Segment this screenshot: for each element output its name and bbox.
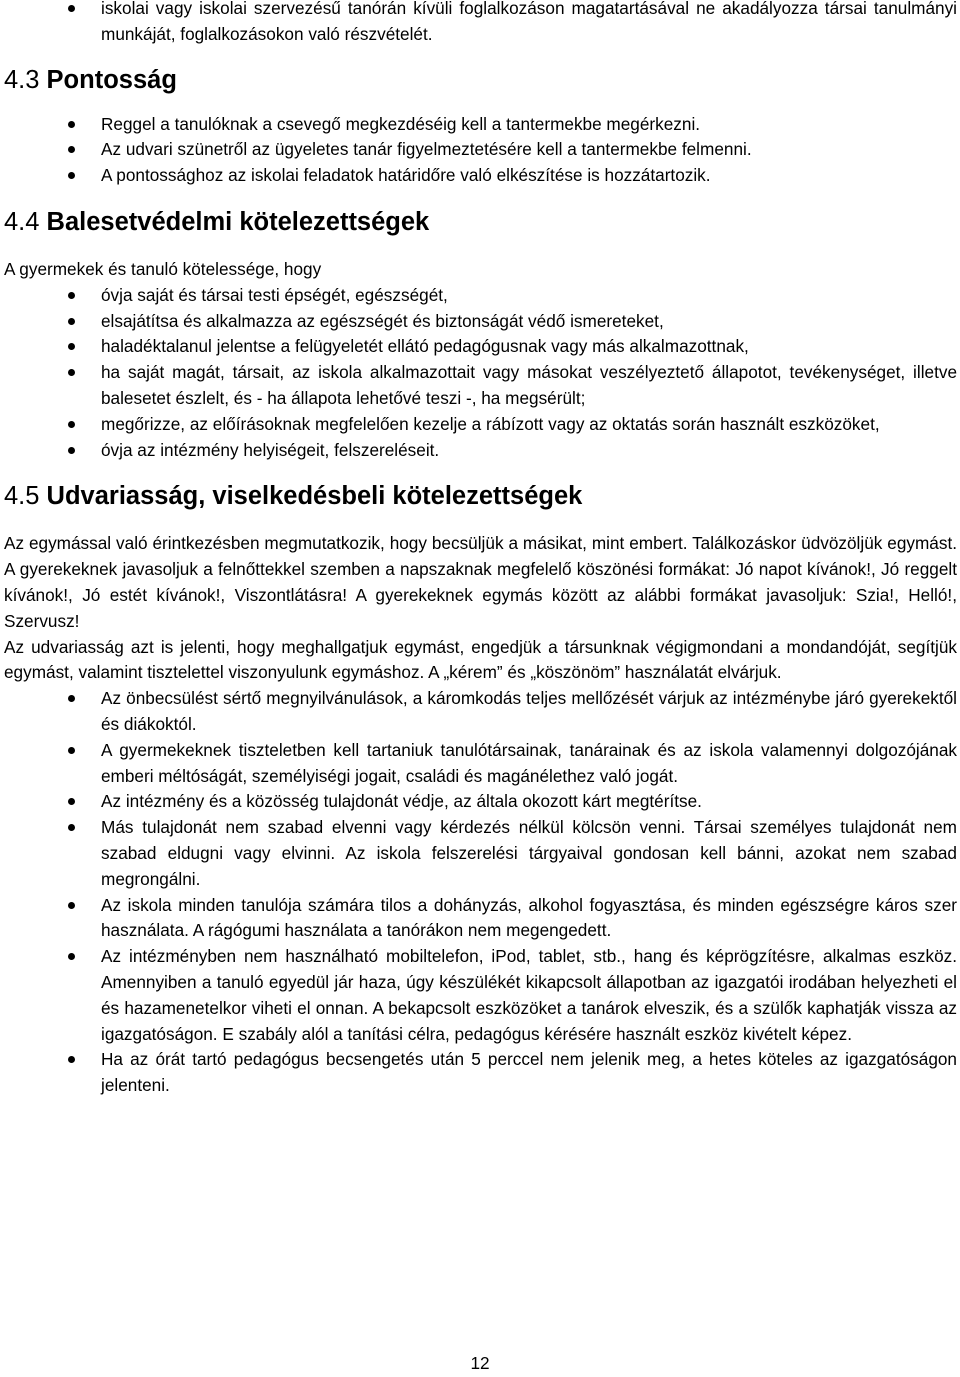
bullet-icon xyxy=(68,318,75,325)
list-item: Az iskola minden tanulója számára tilos a dohányzás, alkohol fogyasztása, és minden egészségre káros szer használata. A rágógumi használata a tanórákon nem megengedett. xyxy=(4,893,957,945)
bullet-icon xyxy=(68,824,75,831)
page-number: 12 xyxy=(470,1353,490,1373)
bullet-icon xyxy=(68,421,75,428)
list-item: óvja saját és társai testi épségét, egészségét, xyxy=(4,283,957,309)
list-item: óvja az intézmény helyiségeit, felszereléseit. xyxy=(4,438,957,464)
list-item: ha saját magát, társait, az iskola alkalmazottait vagy másokat veszélyeztető állapotot, tevékenységet, illetve balesetet észlelt, és - ha állapota lehetővé teszi -, ha megsérült; xyxy=(4,360,957,412)
list-item: Az udvari szünetről az ügyeletes tanár figyelmeztetésére kell a tantermekbe felmenni. xyxy=(4,137,957,163)
bullet-icon xyxy=(68,146,75,153)
bullet-icon xyxy=(68,121,75,128)
list-item: elsajátítsa és alkalmazza az egészségét és biztonságát védő ismereteket, xyxy=(4,309,957,335)
courtesy-list xyxy=(4,686,957,1099)
bullet-icon xyxy=(68,695,75,702)
section-number: 4.3 xyxy=(4,65,40,94)
section-number: 4.5 xyxy=(4,482,40,511)
section-title: Pontosság xyxy=(46,65,177,94)
page-content xyxy=(4,0,957,1099)
safety-duties-list xyxy=(4,283,957,464)
section-title: Balesetvédelmi kötelezettségek xyxy=(46,207,430,236)
paragraph: Az udvariasság azt is jelenti, hogy meghallgatjuk egymást, engedjük a társunknak végigmondani a mondandóját, segítjük egymást, valamint tisztelettel viszonyulunk egymáshoz. A „kérem” és „köszönöm” használatát elvárjuk. xyxy=(4,636,957,683)
section-number: 4.4 xyxy=(4,207,40,236)
list-item: A gyermekeknek tiszteletben kell tartaniuk tanulótársainak, tanárainak és az iskola valamennyi dolgozójának emberi méltóságát, személyiségi jogait, családi és magánélethez való jogát. xyxy=(4,738,957,790)
bullet-icon xyxy=(68,798,75,805)
bullet-icon xyxy=(68,1056,75,1063)
list-item: Az intézmény és a közösség tulajdonát védje, az általa okozott kárt megtérítse. xyxy=(4,789,957,815)
punctuality-list xyxy=(4,112,957,189)
section-heading-4-3 xyxy=(4,65,957,95)
bullet-icon xyxy=(68,5,75,12)
list-item: haladéktalanul jelentse a felügyeletét ellátó pedagógusnak vagy más alkalmazottnak, xyxy=(4,334,957,360)
bullet-icon xyxy=(68,902,75,909)
section-heading-4-5 xyxy=(4,481,957,511)
list-item: iskolai vagy iskolai szervezésű tanórán kívüli foglalkozáson magatartásával ne akadályozza társai tanulmányi munkáját, foglalkozásokon való részvételét. xyxy=(4,0,957,48)
bullet-icon xyxy=(68,447,75,454)
section-title: Udvariasság, viselkedésbeli kötelezettségek xyxy=(46,482,583,511)
list-item: A pontossághoz az iskolai feladatok határidőre való elkészítése is hozzátartozik. xyxy=(4,163,957,189)
bullet-icon xyxy=(68,343,75,350)
list-item: Reggel a tanulóknak a csevegő megkezdéséig kell a tantermekbe megérkezni. xyxy=(4,112,957,138)
bullet-icon xyxy=(68,172,75,179)
continued-list xyxy=(4,0,957,48)
list-item: Ha az órát tartó pedagógus becsengetés után 5 perccel nem jelenik meg, a hetes köteles az igazgatóságon jelenteni. xyxy=(4,1047,957,1099)
list-item: Az önbecsülést sértő megnyilvánulások, a káromkodás teljes mellőzését várjuk az intézménybe járó gyerekektől és diákoktól. xyxy=(4,686,957,738)
paragraph: Az egymással való érintkezésben megmutatkozik, hogy becsüljük a másikat, mint embert. Találkozáskor üdvözöljük egymást. A gyerekeknek javasoljuk a felnőttekkel szemben a napszaknak megfelelő köszönési formákat: Jó napot kívánok!, Jó reggelt kívánok!, Jó estét kívánok!, Viszontlátásra! A gyerekeknek egymás között az alábbi formákat javasoljuk: Szia!, Helló!, Szervusz! xyxy=(4,533,957,631)
list-item: Más tulajdonát nem szabad elvenni vagy kérdezés nélkül kölcsön venni. Társai személyes tulajdonát nem szabad eldugni vagy elvinni. Az iskola felszerelési tárgyaival gondosan kell bánni, azokat nem szabad megrongálni. xyxy=(4,815,957,892)
list-item: Az intézményben nem használható mobiltelefon, iPod, tablet, stb., hang és képrögzítésre, alkalmas eszköz. Amennyiben a tanuló egyedül jár haza, úgy készülékét kikapcsolt állapotban az igazgatói irodában helyezheti el és hazamenetelkor viheti el onnan. A bekapcsolt eszközöket a tanárok elveszik, és a szülők kaphatják vissza az igazgatóságon. E szabály alól a tanítási célra, pedagógus kérésére használt eszköz kivételt képez. xyxy=(4,944,957,1047)
list-item: megőrizze, az előírásoknak megfelelően kezelje a rábízott vagy az oktatás során használt eszközöket, xyxy=(4,412,957,438)
section-intro: A gyermekek és tanuló kötelessége, hogy xyxy=(4,258,322,279)
bullet-icon xyxy=(68,292,75,299)
bullet-icon xyxy=(68,953,75,960)
bullet-icon xyxy=(68,747,75,754)
bullet-icon xyxy=(68,369,75,376)
section-heading-4-4 xyxy=(4,207,957,237)
